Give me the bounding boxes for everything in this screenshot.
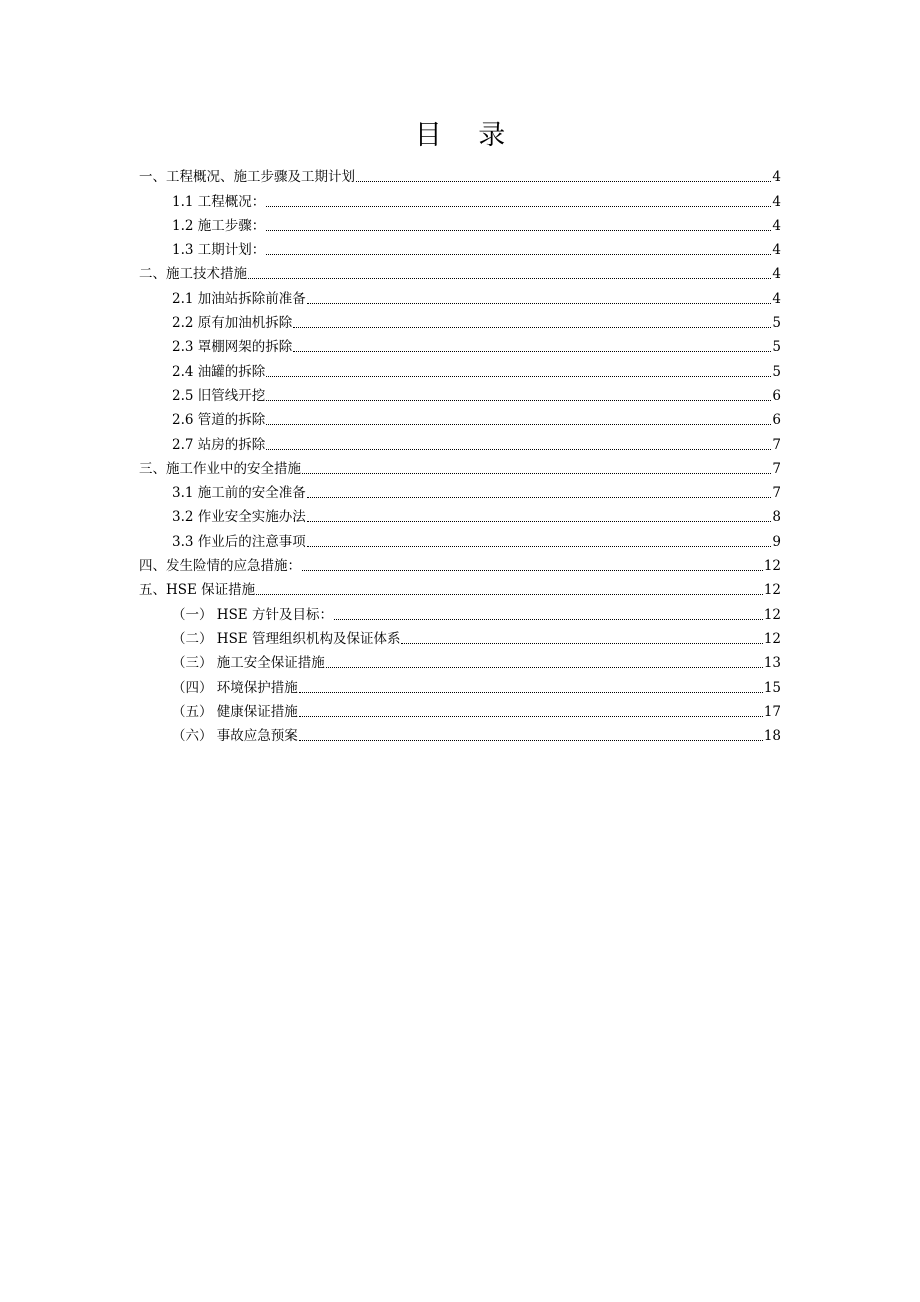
toc-leader-dots — [302, 473, 771, 474]
toc-leader-dots — [248, 278, 771, 279]
toc-entry-section[interactable] — [139, 502, 781, 526]
toc-entry-section[interactable] — [139, 405, 781, 429]
toc-leader-dots — [266, 206, 771, 207]
toc-entry-label: 2.6 管道的拆除 — [172, 412, 266, 429]
toc-entry-chapter[interactable] — [139, 575, 781, 599]
toc-leader-dots — [299, 740, 763, 741]
toc-leader-dots — [266, 424, 771, 425]
toc-entry-page-number: 5 — [772, 339, 781, 356]
toc-entry-section[interactable] — [139, 599, 781, 623]
toc-entry-page-number: 8 — [772, 509, 781, 526]
toc-entry-page-number: 6 — [772, 412, 781, 429]
toc-entry-page-number: 7 — [772, 460, 781, 477]
toc-leader-dots — [293, 327, 771, 328]
toc-entry-page-number: 9 — [772, 533, 781, 550]
toc-entry-label: （三） 施工安全保证措施 — [172, 655, 325, 672]
toc-entry-page-number: 4 — [772, 193, 781, 210]
toc-entry-chapter[interactable] — [139, 551, 781, 575]
toc-entry-label: 一、工程概况、施工步骤及工期计划 — [139, 169, 355, 186]
toc-entry-section[interactable] — [139, 283, 781, 307]
toc-entry-page-number: 4 — [772, 266, 781, 283]
toc-leader-dots — [307, 521, 772, 522]
toc-entry-label: 五、HSE 保证措施 — [139, 582, 256, 599]
toc-leader-dots — [266, 376, 771, 377]
toc-leader-dots — [302, 570, 763, 571]
toc-entry-page-number: 4 — [772, 217, 781, 234]
toc-entry-section[interactable] — [139, 186, 781, 210]
toc-leader-dots — [266, 400, 771, 401]
toc-entry-chapter[interactable] — [139, 162, 781, 186]
toc-entry-section[interactable] — [139, 697, 781, 721]
toc-entry-section[interactable] — [139, 624, 781, 648]
toc-entry-label: 2.2 原有加油机拆除 — [172, 315, 293, 332]
toc-entry-label: 三、施工作业中的安全措施 — [139, 460, 301, 477]
toc-list — [139, 162, 781, 745]
toc-entry-page-number: 15 — [763, 679, 781, 696]
toc-leader-dots — [266, 254, 771, 255]
toc-entry-page-number: 4 — [772, 290, 781, 307]
toc-entry-label: 二、施工技术措施 — [139, 266, 247, 283]
toc-entry-label: 1.3 工期计划： — [172, 242, 266, 259]
toc-entry-page-number: 5 — [772, 363, 781, 380]
toc-entry-label: 3.1 施工前的安全准备 — [172, 485, 306, 502]
toc-entry-page-number: 18 — [763, 728, 781, 745]
toc-entry-section[interactable] — [139, 211, 781, 235]
toc-leader-dots — [299, 692, 763, 693]
toc-entry-label: 1.2 施工步骤： — [172, 217, 266, 234]
toc-leader-dots — [307, 303, 772, 304]
toc-entry-section[interactable] — [139, 478, 781, 502]
toc-entry-page-number: 17 — [763, 703, 781, 720]
toc-entry-page-number: 12 — [763, 582, 781, 599]
toc-entry-page-number: 5 — [772, 315, 781, 332]
toc-entry-label: （四） 环境保护措施 — [172, 679, 298, 696]
toc-entry-section[interactable] — [139, 648, 781, 672]
toc-entry-label: 四、发生险情的应急措施： — [139, 558, 301, 575]
toc-leader-dots — [293, 351, 771, 352]
toc-entry-label: （五） 健康保证措施 — [172, 703, 298, 720]
toc-leader-dots — [334, 619, 763, 620]
toc-entry-section[interactable] — [139, 356, 781, 380]
toc-entry-label: （二） HSE 管理组织机构及保证体系 — [172, 630, 401, 647]
toc-entry-section[interactable] — [139, 526, 781, 550]
toc-leader-dots — [307, 546, 772, 547]
toc-entry-section[interactable] — [139, 308, 781, 332]
toc-leader-dots — [256, 594, 763, 595]
toc-entry-page-number: 4 — [772, 169, 781, 186]
toc-entry-section[interactable] — [139, 429, 781, 453]
toc-entry-page-number: 7 — [772, 485, 781, 502]
toc-entry-page-number: 6 — [772, 387, 781, 404]
toc-entry-label: 3.2 作业安全实施办法 — [172, 509, 306, 526]
toc-entry-label: 3.3 作业后的注意事项 — [172, 533, 306, 550]
toc-entry-section[interactable] — [139, 381, 781, 405]
toc-leader-dots — [326, 667, 763, 668]
toc-entry-label: 1.1 工程概况： — [172, 193, 266, 210]
toc-leader-dots — [266, 230, 771, 231]
toc-leader-dots — [356, 181, 771, 182]
toc-entry-label: （六） 事故应急预案 — [172, 728, 298, 745]
toc-entry-page-number: 12 — [763, 606, 781, 623]
toc-entry-section[interactable] — [139, 672, 781, 696]
toc-entry-chapter[interactable] — [139, 259, 781, 283]
toc-entry-page-number: 12 — [763, 630, 781, 647]
toc-entry-label: 2.5 旧管线开挖 — [172, 387, 266, 404]
toc-title: 目 录 — [414, 120, 520, 151]
toc-entry-section[interactable] — [139, 721, 781, 745]
toc-entry-section[interactable] — [139, 235, 781, 259]
toc-entry-chapter[interactable] — [139, 454, 781, 478]
toc-entry-page-number: 4 — [772, 242, 781, 259]
toc-entry-label: 2.3 罩棚网架的拆除 — [172, 339, 293, 356]
toc-entry-section[interactable] — [139, 332, 781, 356]
toc-leader-dots — [401, 643, 762, 644]
toc-leader-dots — [266, 449, 771, 450]
toc-leader-dots — [307, 497, 772, 498]
toc-entry-page-number: 12 — [763, 558, 781, 575]
toc-leader-dots — [299, 716, 763, 717]
toc-entry-page-number: 13 — [763, 655, 781, 672]
toc-entry-label: 2.4 油罐的拆除 — [172, 363, 266, 380]
toc-entry-label: 2.7 站房的拆除 — [172, 436, 266, 453]
toc-entry-label: （一） HSE 方针及目标： — [172, 606, 333, 623]
toc-entry-page-number: 7 — [772, 436, 781, 453]
toc-entry-label: 2.1 加油站拆除前准备 — [172, 290, 306, 307]
